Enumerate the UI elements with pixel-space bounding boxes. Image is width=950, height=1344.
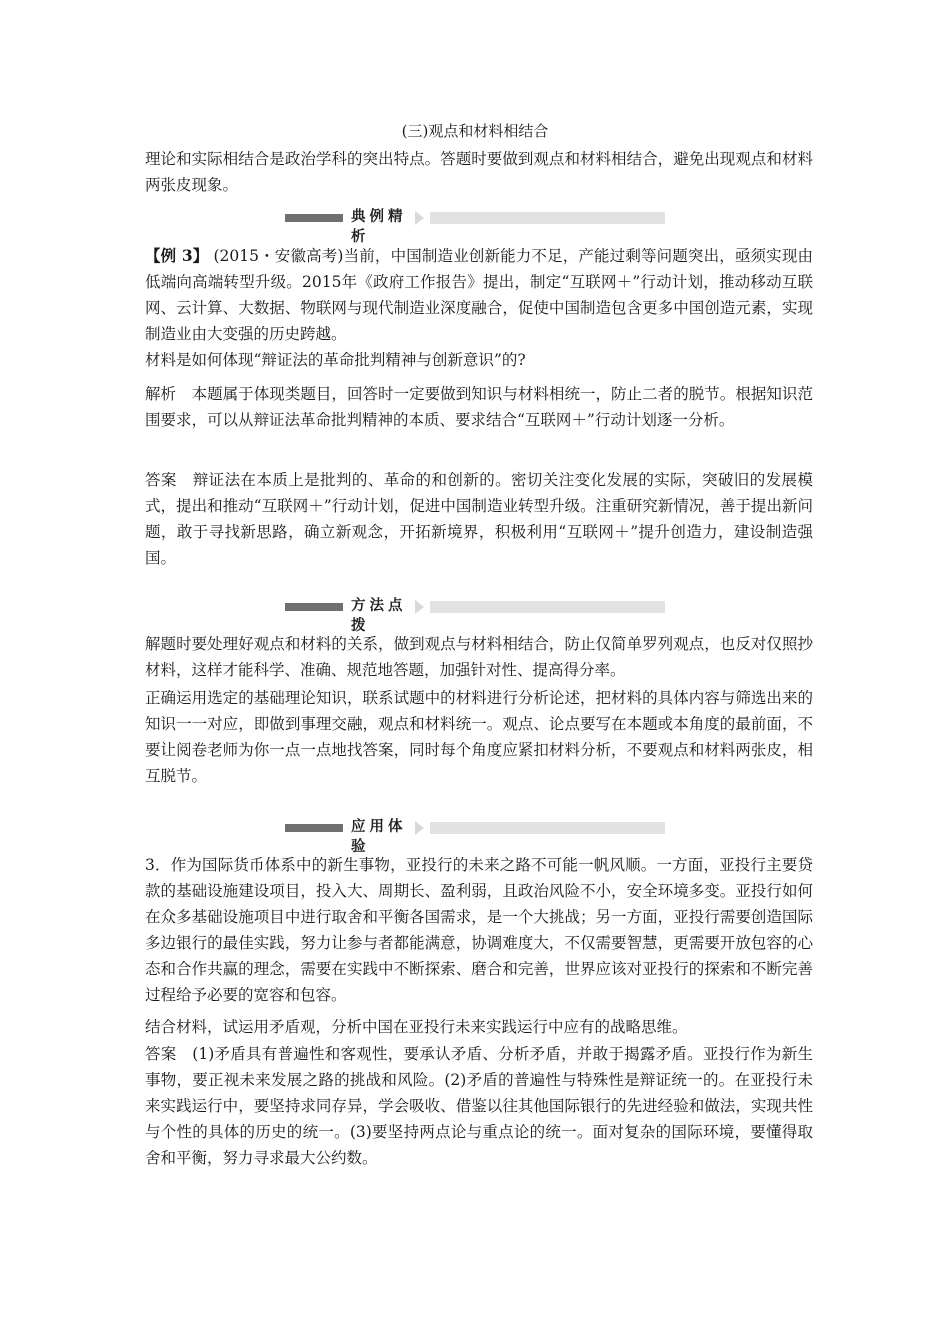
example-body: (2015・安徽高考)当前，中国制造业创新能力不足，产能过剩等问题突出，亟须实现由低端向高端转型升级。2015年《政府工作报告》提出，制定“互联网＋”行动计划，推动移动互联网、云计算、大数据、物联网与现代制造业深度融合，促使中国制造包含更多中国创造元素，实现制造业由大变强的历史跨越。 [145, 247, 813, 343]
banner-light-bar [430, 212, 665, 224]
example-analysis [145, 381, 813, 433]
banner-label: 方法点拨 [351, 598, 407, 634]
banner-light-bar [430, 822, 665, 834]
practice-answer [145, 1041, 813, 1171]
example-tag: 【例 3】 [145, 246, 209, 265]
section-heading: (三)观点和材料相结合 [401, 122, 549, 140]
banner-label: 应用体验 [351, 819, 407, 855]
example-answer [145, 467, 813, 571]
practice-banner [285, 819, 665, 855]
method-banner [285, 598, 665, 634]
answer-label: 答案 [145, 1045, 177, 1063]
example-stem [145, 243, 813, 347]
method-paragraph-1: 解题时要处理好观点和材料的关系，做到观点与材料相结合，防止仅简单罗列观点，也反对仅照抄材料，这样才能科学、准确、规范地答题，加强针对性、提高得分率。 [145, 635, 813, 679]
analysis-label: 解析 [145, 385, 177, 403]
answer-label: 答案 [145, 471, 177, 489]
answer-text: 辩证法在本质上是批判的、革命的和创新的。密切关注变化发展的实际，突破旧的发展模式，提出和推动“互联网＋”行动计划，促进中国制造业转型升级。注重研究新情况，善于提出新问题，敢于寻找新思路，确立新观念，开拓新境界，积极利用“互联网＋”提升创造力，建设制造强国。 [145, 471, 813, 567]
banner-arrow-icon [415, 600, 424, 614]
answer-text: (1)矛盾具有普遍性和客观性，要承认矛盾、分析矛盾，并敢于揭露矛盾。亚投行作为新生事物，要正视未来发展之路的挑战和风险。(2)矛盾的普遍性与特殊性是辩证统一的。在亚投行未来实践运行中，要坚持求同存异，学会吸收、借鉴以往其他国际银行的先进经验和做法，实现共性与个性的具体的历史的统一。(3)要坚持两点论与重点论的统一。面对复杂的国际环境，要懂得取舍和平衡，努力寻求最大公约数。 [145, 1045, 813, 1167]
banner-dark-bar [285, 214, 343, 222]
banner-light-bar [430, 601, 665, 613]
practice-question: 结合材料，试运用矛盾观，分析中国在亚投行未来实践运行中应有的战略思维。 [145, 1018, 688, 1036]
banner-arrow-icon [415, 211, 424, 225]
intro-paragraph: 理论和实际相结合是政治学科的突出特点。答题时要做到观点和材料相结合，避免出现观点和材料两张皮现象。 [145, 150, 813, 194]
method-paragraph-2: 正确运用选定的基础理论知识，联系试题中的材料进行分析论述，把材料的具体内容与筛选出来的知识一一对应，即做到事理交融，观点和材料统一。观点、论点要写在本题或本角度的最前面，不要让阅卷老师为你一点一点地找答案，同时每个角度应紧扣材料分析，不要观点和材料两张皮，相互脱节。 [145, 689, 813, 785]
banner-arrow-icon [415, 821, 424, 835]
banner-label: 典例精析 [351, 209, 407, 245]
banner-dark-bar [285, 603, 343, 611]
banner-dark-bar [285, 824, 343, 832]
analysis-text: 本题属于体现类题目，回答时一定要做到知识与材料相统一，防止二者的脱节。根据知识范围要求，可以从辩证法革命批判精神的本质、要求结合“互联网＋”行动计划逐一分析。 [145, 385, 813, 429]
example-question: 材料是如何体现“辩证法的革命批判精神与创新意识”的? [145, 351, 526, 369]
example-banner [285, 209, 665, 245]
practice-material: 3．作为国际货币体系中的新生事物，亚投行的未来之路不可能一帆风顺。一方面，亚投行主要贷款的基础设施建设项目，投入大、周期长、盈利弱，且政治风险不小，安全环境多变。亚投行如何在众多基础设施项目中进行取舍和平衡各国需求，是一个大挑战；另一方面，亚投行需要创造国际多边银行的最佳实践，努力让参与者都能满意，协调难度大，不仅需要智慧，更需要开放包容的心态和合作共赢的理念，需要在实践中不断探索、磨合和完善，世界应该对亚投行的探索和不断完善过程给予必要的宽容和包容。 [145, 856, 813, 1004]
